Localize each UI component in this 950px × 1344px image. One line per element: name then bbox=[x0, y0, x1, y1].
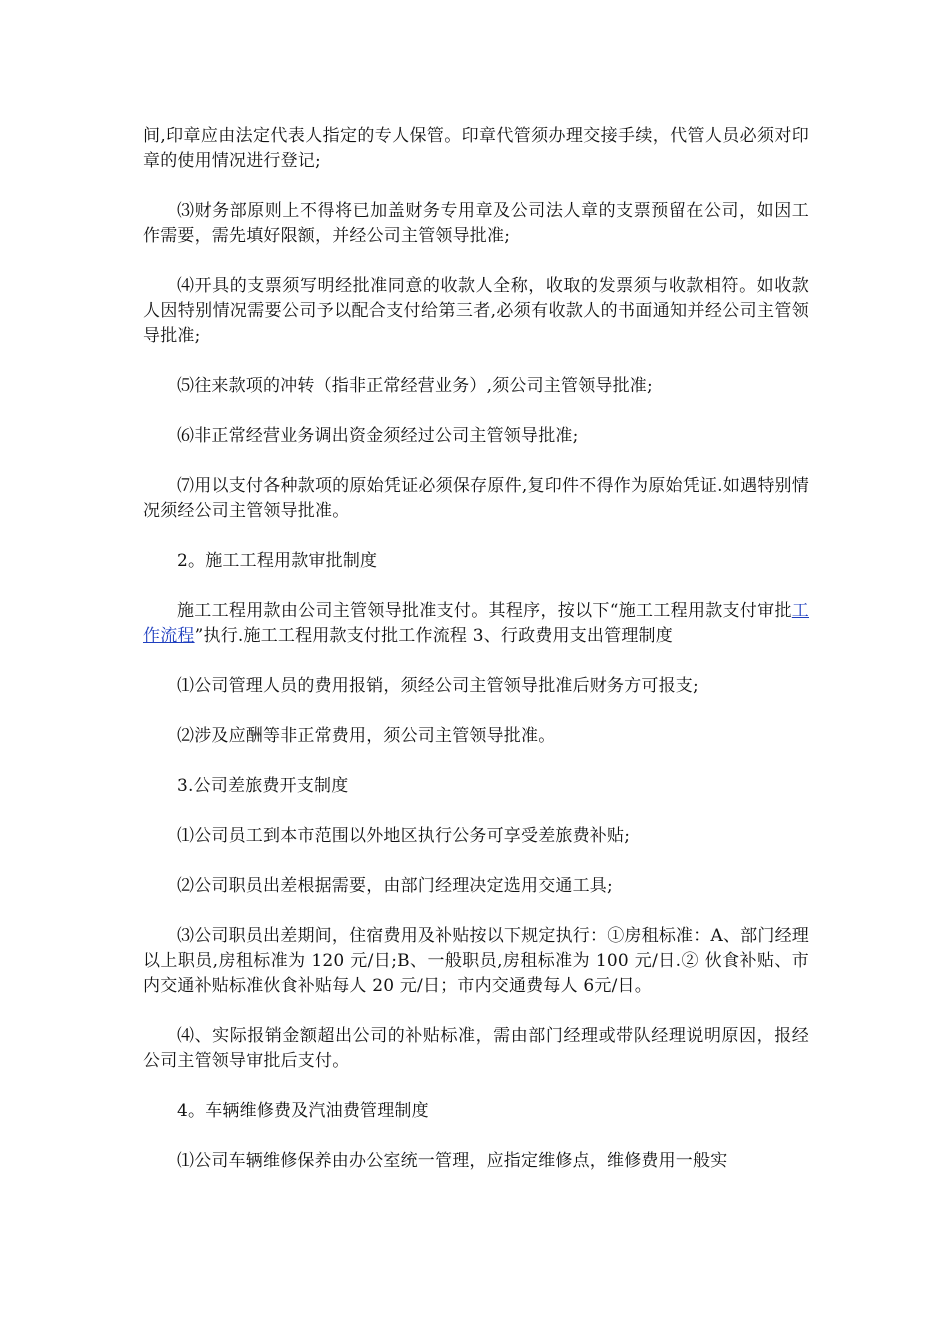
section-heading-vehicle-expense: 4。车辆维修费及汽油费管理制度 bbox=[177, 1101, 429, 1121]
paragraph-item-7-original-vouchers: ⑺用以支付各种款项的原始凭证必须保存原件,复印件不得作为原始凭证.如遇特别情况须经公司主管领导批准。 bbox=[143, 476, 809, 521]
section-heading-construction-payment: 2。施工工程用款审批制度 bbox=[177, 551, 378, 571]
paragraph-item-4-check-payee: ⑷开具的支票须写明经批准同意的收款人全称，收取的发票须与收款相符。如收款人因特别情况需要公司予以配合支付给第三者,必须有收款人的书面通知并经公司主管领导批准; bbox=[143, 276, 809, 346]
paragraph-construction-payment-procedure bbox=[143, 599, 809, 649]
paragraph-text-after-link: ”执行.施工工程用款支付批工作流程 3、行政费用支出管理制度 bbox=[194, 626, 673, 646]
paragraph-admin-item-1: ⑴公司管理人员的费用报销，须经公司主管领导批准后财务方可报支; bbox=[177, 676, 699, 696]
paragraph-admin-item-2: ⑵涉及应酬等非正常费用，须公司主管领导批准。 bbox=[177, 726, 556, 746]
section-heading-travel-expense: 3.公司差旅费开支制度 bbox=[177, 776, 349, 796]
paragraph-travel-item-1: ⑴公司员工到本市范围以外地区执行公务可享受差旅费补贴; bbox=[177, 826, 631, 846]
paragraph-travel-item-3: ⑶公司职员出差期间，住宿费用及补贴按以下规定执行：①房租标准：A、部门经理以上职员,房租标准为 120 元/日;B、一般职员,房租标准为 100 元/日.② 伙食补贴、市内交通补贴标准伙食补贴每人 20 元/日；市内交通费每人 6元/日。 bbox=[143, 926, 809, 996]
paragraph-item-5-account-offset: ⑸往来款项的冲转（指非正常经营业务）,须公司主管领导批准; bbox=[177, 376, 653, 396]
paragraph-travel-item-4: ⑷、实际报销金额超出公司的补贴标准，需由部门经理或带队经理说明原因，报经公司主管领导审批后支付。 bbox=[143, 1026, 809, 1071]
paragraph-text-before-link: 施工工程用款由公司主管领导批准支付。其程序，按以下“施工工程用款支付审批 bbox=[177, 601, 792, 621]
paragraph-seal-custody: 间,印章应由法定代表人指定的专人保管。印章代管须办理交接手续，代管人员必须对印章的使用情况进行登记; bbox=[143, 126, 809, 171]
paragraph-vehicle-item-1: ⑴公司车辆维修保养由办公室统一管理，应指定维修点，维修费用一般实 bbox=[177, 1151, 728, 1171]
paragraph-item-6-fund-transfer: ⑹非正常经营业务调出资金须经过公司主管领导批准; bbox=[177, 426, 579, 446]
paragraph-item-3-check-retention: ⑶财务部原则上不得将已加盖财务专用章及公司法人章的支票预留在公司，如因工作需要，需先填好限额，并经公司主管领导批准; bbox=[143, 201, 809, 246]
document-page bbox=[143, 124, 809, 1199]
paragraph-travel-item-2: ⑵公司职员出差根据需要，由部门经理决定选用交通工具; bbox=[177, 876, 613, 896]
workflow-link[interactable]: 工作流程 bbox=[143, 601, 809, 646]
